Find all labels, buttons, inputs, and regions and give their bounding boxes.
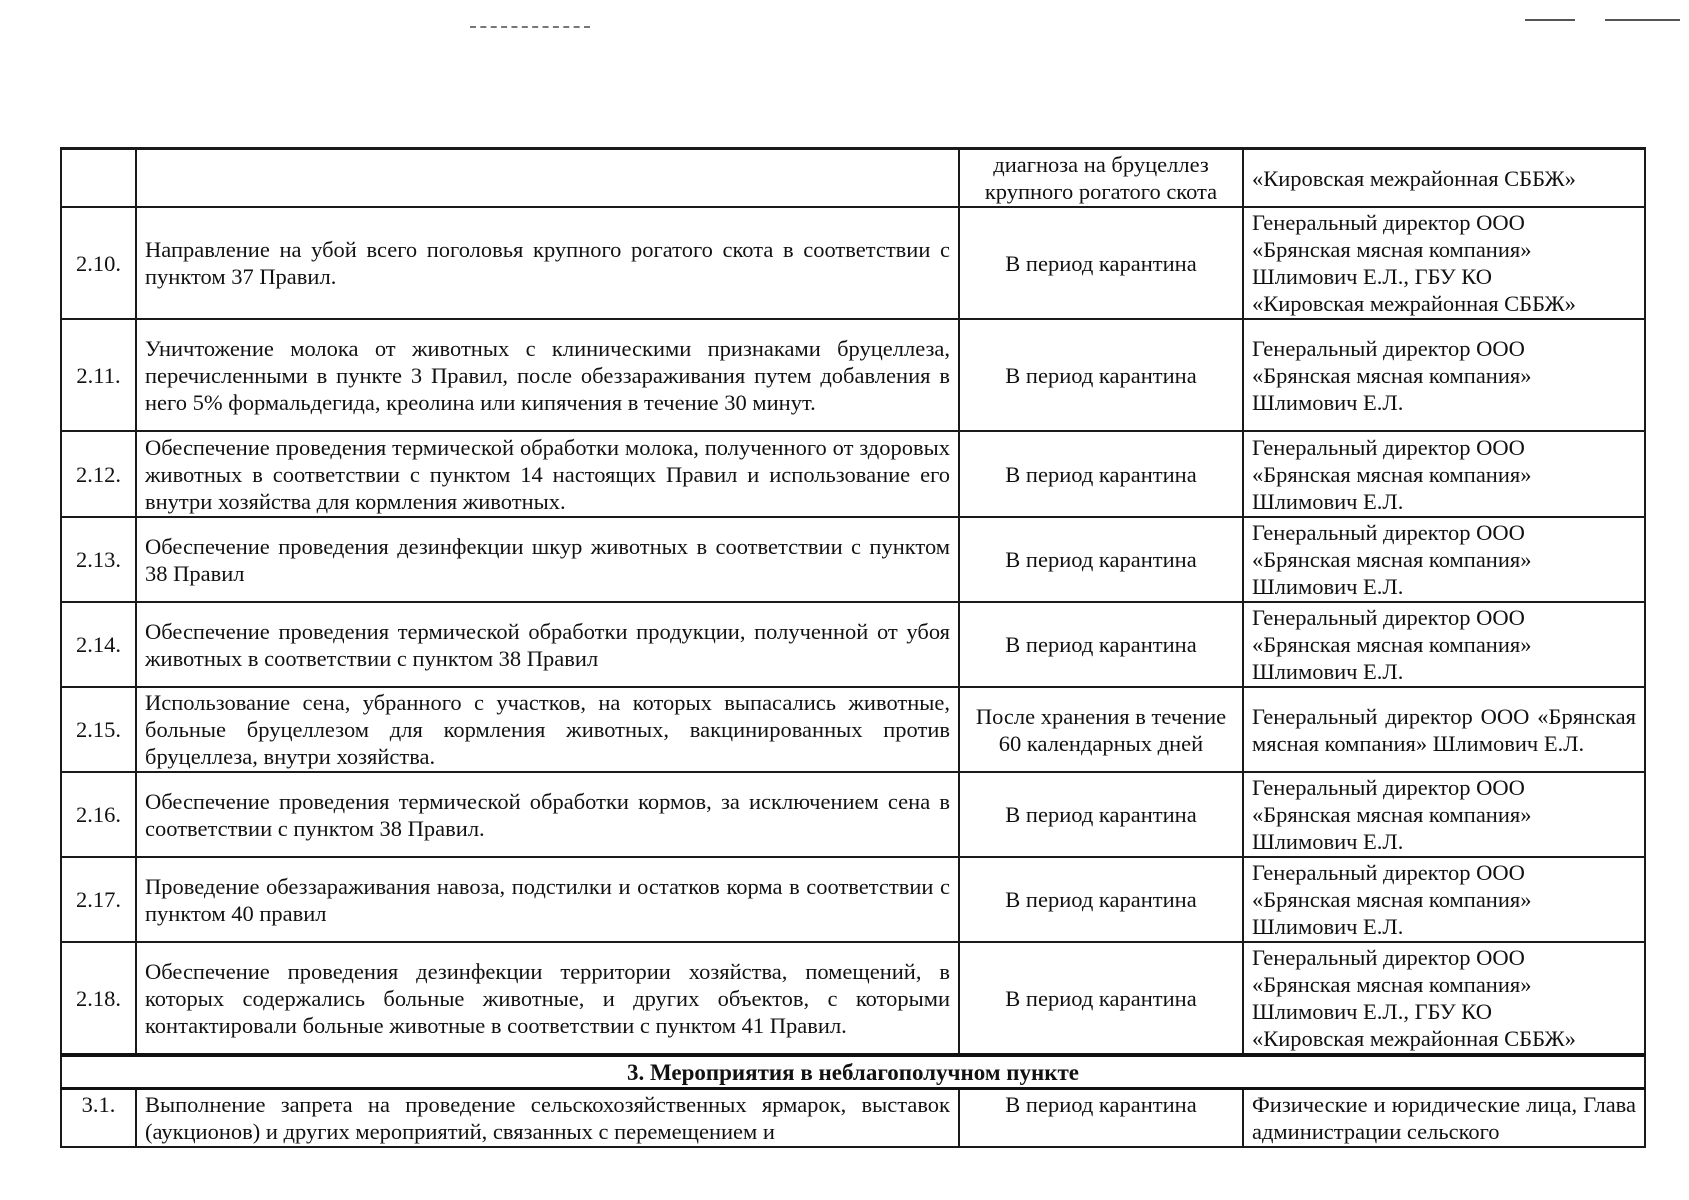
responsible-line: Генеральный директор ООО [1252, 210, 1525, 235]
row-number: 3.1. [61, 1089, 136, 1148]
responsible-line: Генеральный директор ООО [1252, 945, 1525, 970]
row-number: 2.11. [61, 319, 136, 431]
table-body [61, 149, 1645, 1148]
responsible-line: Шлимович Е.Л. [1252, 659, 1404, 684]
responsible-line: «Брянская мясная компания» [1252, 237, 1532, 262]
table-row [61, 602, 1645, 687]
responsible-line: Шлимович Е.Л. [1252, 389, 1404, 415]
row-term: диагноза на бруцеллез крупного рогатого скота [959, 149, 1243, 208]
responsible-line: «Брянская мясная компания» [1252, 972, 1532, 997]
row-responsible [1243, 687, 1645, 772]
responsible-line: Генеральный директор ООО [1252, 605, 1525, 630]
row-responsible [1243, 149, 1645, 208]
row-number: 2.15. [61, 687, 136, 772]
row-description: Обеспечение проведения термической обработки продукции, полученной от убоя животных в соответствии с пунктом 38 Правил [136, 602, 959, 687]
scan-artifact-top-right-long [1605, 19, 1680, 21]
table-row [61, 857, 1645, 942]
row-term: В период карантина [959, 207, 1243, 319]
responsible-line: Генеральный директор ООО [1252, 775, 1525, 800]
row-number: 2.10. [61, 207, 136, 319]
row-term: В период карантина [959, 431, 1243, 517]
table-row [61, 431, 1645, 517]
responsible-line: «Брянская мясная компания» [1252, 802, 1532, 827]
row-term: В период карантина [959, 602, 1243, 687]
responsible-line: «Кировская межрайонная СББЖ» [1252, 1026, 1576, 1051]
row-responsible [1243, 431, 1645, 517]
row-responsible [1243, 602, 1645, 687]
row-number: 2.16. [61, 772, 136, 857]
row-description: Выполнение запрета на проведение сельскохозяйственных ярмарок, выставок (аукционов) и других мероприятий, связанных с перемещением и [136, 1089, 959, 1148]
responsible-line: «Брянская мясная компания» [1252, 632, 1532, 657]
row-description: Обеспечение проведения дезинфекции территории хозяйства, помещений, в которых содержались больные животные, и других объектов, с которыми контактировали больные животные в соответствии с пунктом 41 Правил. [136, 942, 959, 1055]
responsible-line: Шлимович Е.Л., ГБУ КО [1252, 264, 1492, 289]
row-term: После хранения в течение 60 календарных дней [959, 687, 1243, 772]
row-responsible [1243, 942, 1645, 1055]
responsible-line: «Кировская межрайонная СББЖ» [1252, 165, 1576, 191]
row-term: В период карантина [959, 857, 1243, 942]
responsible-line: Генеральный директор ООО [1252, 520, 1525, 545]
row-responsible [1243, 772, 1645, 857]
responsible-line: «Брянская мясная компания» [1252, 362, 1532, 388]
row-term: В период карантина [959, 517, 1243, 602]
responsible-line: Шлимович Е.Л., ГБУ КО [1252, 999, 1492, 1024]
row-description: Проведение обеззараживания навоза, подстилки и остатков корма в соответствии с пунктом 40 правил [136, 857, 959, 942]
measures-table [60, 147, 1646, 1148]
row-term: В период карантина [959, 942, 1243, 1055]
row-description: Использование сена, убранного с участков, на которых выпасались животные, больные бруцеллезом для кормления животных, вакцинированных против бруцеллеза, внутри хозяйства. [136, 687, 959, 772]
responsible-line: Генеральный директор ООО [1252, 434, 1525, 460]
row-description: Обеспечение проведения термической обработки кормов, за исключением сена в соответствии с пунктом 38 Правил. [136, 772, 959, 857]
row-term: В период карантина [959, 772, 1243, 857]
row-description: Обеспечение проведения дезинфекции шкур животных в соответствии с пунктом 38 Правил [136, 517, 959, 602]
responsible-line: Генеральный директор ООО «Брянская мясная компания» Шлимович Е.Л. [1252, 703, 1636, 756]
responsible-line: «Брянская мясная компания» [1252, 461, 1532, 487]
scan-artifact-top-right-short [1525, 19, 1575, 21]
table-row [61, 1089, 1645, 1148]
responsible-line: Шлимович Е.Л. [1252, 829, 1404, 854]
table-row [61, 942, 1645, 1055]
responsible-line: Шлимович Е.Л. [1252, 914, 1404, 939]
responsible-line: «Брянская мясная компания» [1252, 887, 1532, 912]
table-row [61, 687, 1645, 772]
responsible-line: Генеральный директор ООО [1252, 860, 1525, 885]
row-number: 2.18. [61, 942, 136, 1055]
responsible-line: Физические и юридические лица, Глава администрации сельского [1252, 1092, 1636, 1144]
row-description [136, 149, 959, 208]
table-row [61, 517, 1645, 602]
table-row [61, 319, 1645, 431]
row-number [61, 149, 136, 208]
row-responsible [1243, 857, 1645, 942]
section-title: 3. Мероприятия в неблагополучном пункте [61, 1055, 1645, 1089]
row-description: Уничтожение молока от животных с клиническими признаками бруцеллеза, перечисленными в пункте 3 Правил, после обеззараживания путем добавления в него 5% формальдегида, креолина или кипячения в течение 30 минут. [136, 319, 959, 431]
row-description: Обеспечение проведения термической обработки молока, полученного от здоровых животных в соответствии с пунктом 14 настоящих Правил и использование его внутри хозяйства для кормления животных. [136, 431, 959, 517]
section-header-row [61, 1055, 1645, 1089]
row-responsible [1243, 319, 1645, 431]
row-term: В период карантина [959, 319, 1243, 431]
continuation-row [61, 149, 1645, 208]
responsible-line: Шлимович Е.Л. [1252, 574, 1404, 599]
responsible-line: Шлимович Е.Л. [1252, 488, 1404, 514]
table-row [61, 207, 1645, 319]
row-responsible [1243, 207, 1645, 319]
row-responsible [1243, 1089, 1645, 1148]
scan-artifact-top-left [470, 26, 590, 28]
responsible-line: «Брянская мясная компания» [1252, 547, 1532, 572]
table-row [61, 772, 1645, 857]
row-term: В период карантина [959, 1089, 1243, 1148]
responsible-line: Генеральный директор ООО [1252, 335, 1525, 361]
row-number: 2.17. [61, 857, 136, 942]
responsible-line: «Кировская межрайонная СББЖ» [1252, 291, 1576, 316]
row-responsible [1243, 517, 1645, 602]
row-description: Направление на убой всего поголовья крупного рогатого скота в соответствии с пунктом 37 Правил. [136, 207, 959, 319]
row-number: 2.13. [61, 517, 136, 602]
row-number: 2.12. [61, 431, 136, 517]
row-number: 2.14. [61, 602, 136, 687]
